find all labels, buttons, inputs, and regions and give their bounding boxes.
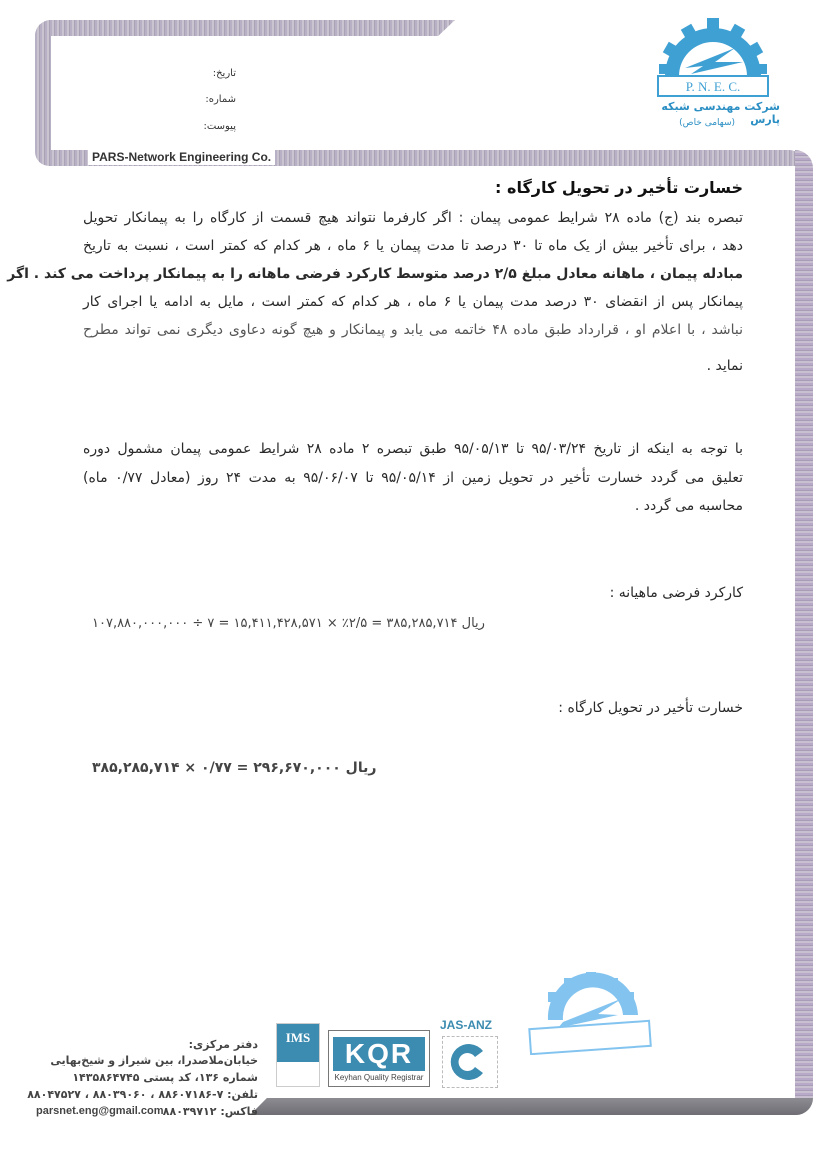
monthly-label: کارکرد فرضی ماهیانه :	[609, 585, 743, 601]
company-logo	[655, 18, 770, 102]
stamp-gear-icon	[528, 970, 658, 1055]
paragraph1-line: پیمانکار پس از انقضای ۳۰ درصد مدت پیمان یا ۶ ماه ، هر کدام که کمتر است ، مایل به ادامه یا اجرای کار	[83, 294, 743, 310]
monthly-formula: ریال ۳۸۵,۲۸۵,۷۱۴ = ۲/۵٪ × ۱۵,۴۱۱,۴۲۸,۵۷۱ = ۷ ÷ ۱۰۷,۸۸۰,۰۰۰,۰۰۰	[92, 616, 485, 631]
paragraph1-line: تبصره بند (ج) ماده ۲۸ شرایط عمومی پیمان : اگر کارفرما نتواند هیچ قسمت از کارگاه را به پیمانکار تحویل	[83, 210, 743, 226]
svg-text:P. N. E. C.: P. N. E. C.	[685, 79, 741, 94]
company-name-fa: شرکت مهندسی شبکه پارس	[661, 100, 780, 126]
section-title: خسارت تأخیر در تحویل کارگاه :	[495, 178, 743, 197]
paragraph1-line: مبادله پیمان ، ماهانه معادل مبلغ ۲/۵ درصد متوسط کارکرد فرضی ماهانه را به پیمانکار پرداخت می کند . اگر	[7, 266, 743, 282]
phone: تلفن: ۷-۸۸۶۰۷۱۸۶ ، ۸۸۰۳۹۰۶۰ ، ۸۸۰۴۷۵۲۷	[27, 1088, 258, 1101]
jas-anz-label: JAS-ANZ	[440, 1018, 493, 1032]
frame-corner	[780, 166, 795, 181]
gear-logo-icon	[655, 18, 770, 98]
frame-left	[35, 20, 51, 165]
frame-right	[795, 150, 813, 1115]
frame-bottom	[250, 1098, 813, 1115]
damage-formula: ریال ۲۹۶,۶۷۰,۰۰۰ = ۰/۷۷ × ۳۸۵,۲۸۵,۷۱۴	[92, 760, 377, 776]
company-type: (سهامی خاص)	[679, 118, 735, 128]
damage-label: خسارت تأخیر در تحویل کارگاه :	[558, 700, 743, 716]
office-label: دفتر مرکزی:	[188, 1038, 258, 1051]
email: parsnet.eng@gmail.com	[36, 1105, 164, 1117]
jas-anz-logo	[442, 1036, 498, 1088]
kqr-certificate-logo: KQR Keyhan Quality Registrar	[328, 1030, 430, 1087]
paragraph1-line: نباشد ، با اعلام او ، قرارداد طبق ماده ۴۸ خاتمه می یابد و پیمانکار و هیچ گونه دعاوی دیگری نمی تواند مطرح	[83, 322, 743, 338]
paragraph2-line: محاسبه می گردد .	[634, 498, 743, 514]
paragraph1-line: نماید .	[706, 358, 743, 374]
jas-anz-c-icon	[443, 1037, 497, 1087]
ims-certificate-logo: IMS	[276, 1023, 320, 1087]
address-line: خیابان‌ملاصدرا، بین شیراز و شیخ‌بهایی	[50, 1054, 258, 1067]
fax: فاکس: ۸۸۰۳۹۷۱۲	[162, 1105, 258, 1118]
attachment-label: پیوست:	[203, 121, 236, 132]
company-stamp	[528, 970, 658, 1055]
company-name-en: PARS-Network Engineering Co.	[88, 149, 275, 165]
paragraph2-line: تعلیق می گردد خسارت تأخیر در تحویل زمین از ۹۵/۰۵/۱۴ تا ۹۵/۰۶/۰۷ به مدت ۲۴ روز (معادل ۰/۷۷ ماه)	[83, 470, 743, 486]
date-label: تاریخ:	[212, 68, 236, 79]
paragraph1-line: دهد ، برای تأخیر بیش از یک ماه تا ۳۰ درصد تا مدت پیمان یا ۶ ماه ، هر کدام که کمتر است ، نسبت به تاریخ	[83, 238, 743, 254]
number-label: شماره:	[205, 94, 236, 105]
address-line: شماره ۱۳۶، کد پستی ۱۴۳۵۸۶۴۷۴۵	[72, 1071, 258, 1084]
frame-top	[35, 20, 455, 36]
paragraph2-line: با توجه به اینکه از تاریخ ۹۵/۰۳/۲۴ تا ۹۵/۰۵/۱۳ طبق تبصره ۲ ماده ۲۸ شرایط عمومی پیمان مشمول دوره	[83, 441, 744, 457]
